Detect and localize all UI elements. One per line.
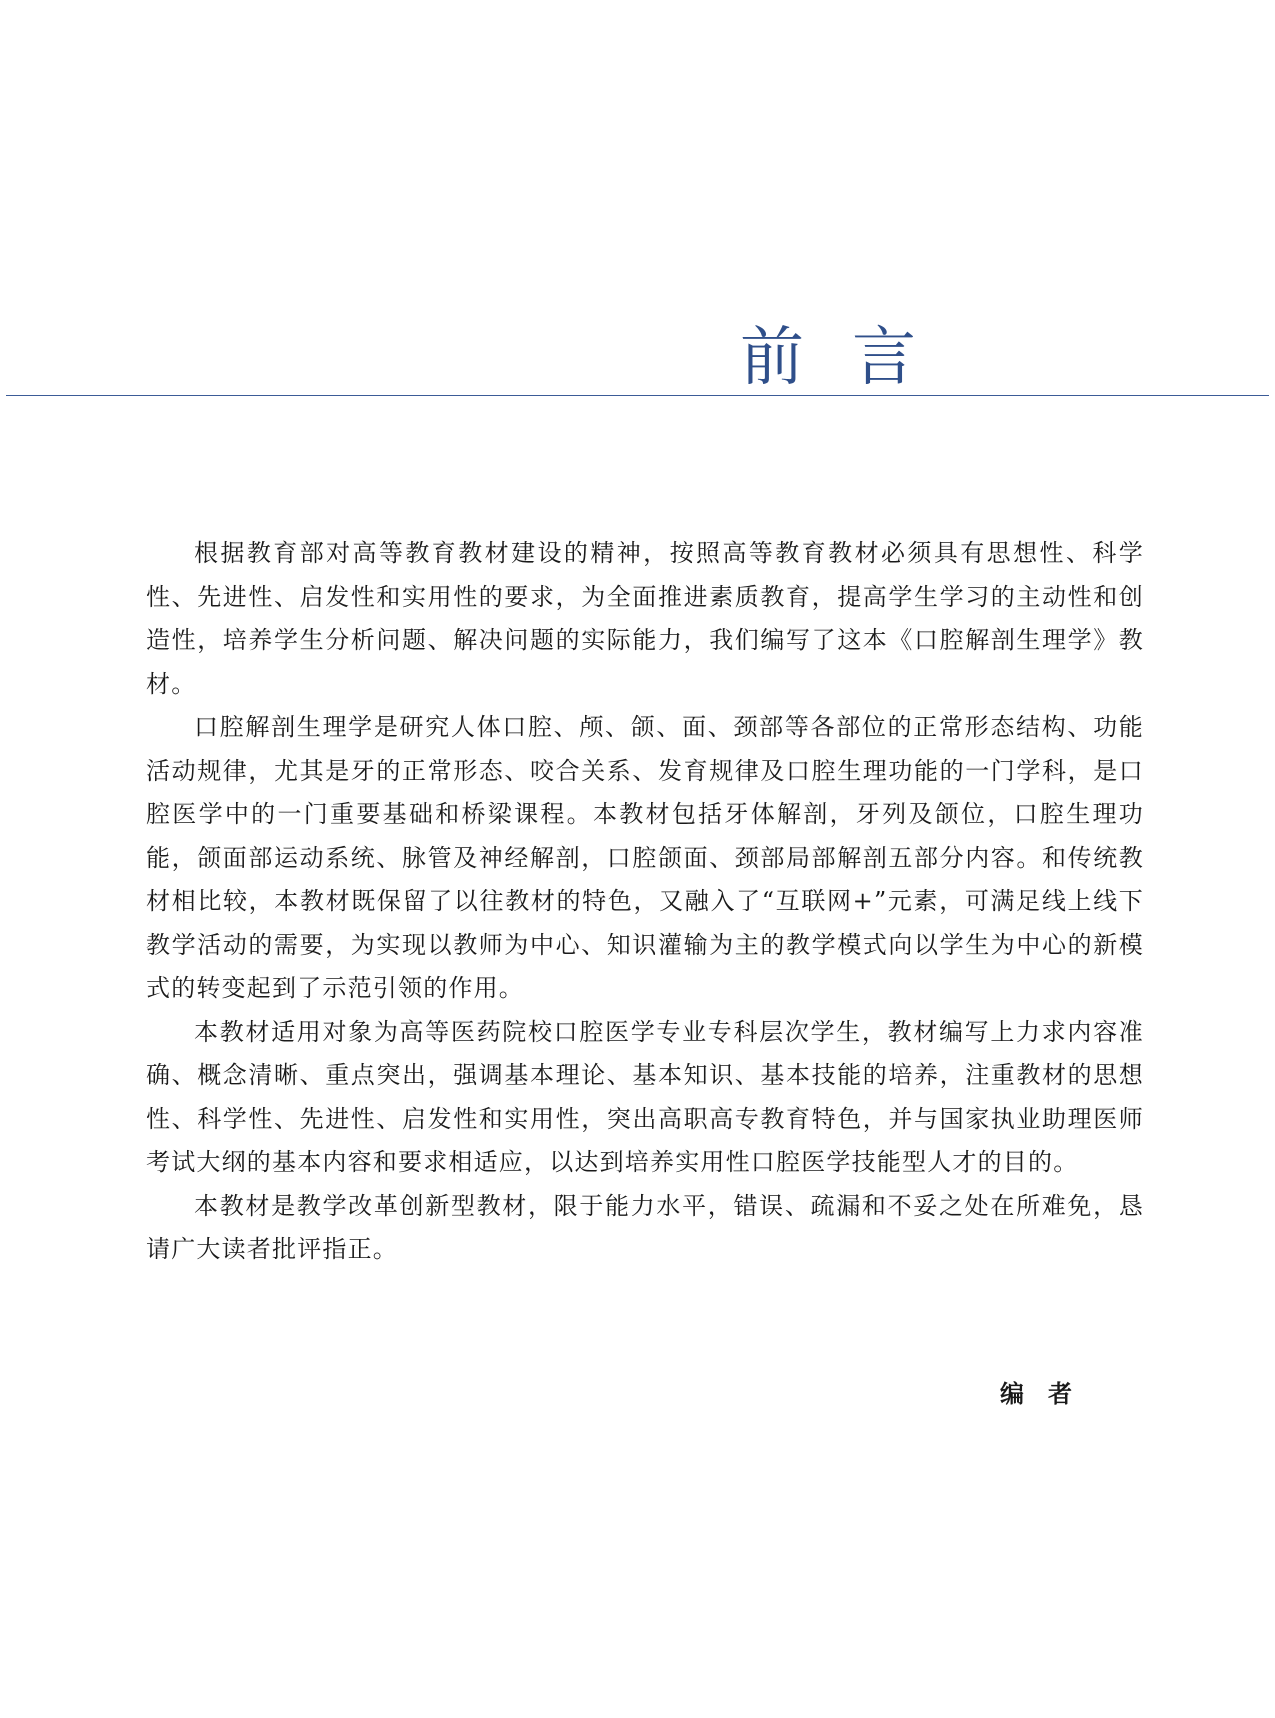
paragraph-2: 口腔解剖生理学是研究人体口腔、颅、颌、面、颈部等各部位的正常形态结构、功能活动规律，尤其是牙的正常形态、咬合关系、发育规律及口腔生理功能的一门学科，是口腔医学中的一门重要基础和桥梁课程。本教材包括牙体解剖，牙列及颌位，口腔生理功能，颌面部运动系统、脉管及神经解剖，口腔颌面、颈部局部解剖五部分内容。和传统教材相比较，本教材既保留了以往教材的特色，又融入了“互联网+”元素，可满足线上线下教学活动的需要，为实现以教师为中心、知识灌输为主的教学模式向以学生为中心的新模式的转变起到了示范引领的作用。 [146,713,1144,1002]
paragraph-4: 本教材是教学改革创新型教材，限于能力水平，错误、疏漏和不妥之处在所难免，恳请广大读者批评指正。 [146,1191,1144,1263]
preface-body [146,532,1144,1272]
paragraph-3: 本教材适用对象为高等医药院校口腔医学专业专科层次学生，教材编写上力求内容准确、概念清晰、重点突出，强调基本理论、基本知识、基本技能的培养，注重教材的思想性、科学性、先进性、启发性和实用性，突出高职高专教育特色，并与国家执业助理医师考试大纲的基本内容和要求相适应，以达到培养实用性口腔医学技能型人才的目的。 [146,1017,1144,1176]
author-signature: 编者 [1000,1380,1096,1408]
paragraph-1: 根据教育部对高等教育教材建设的精神，按照高等教育教材必须具有思想性、科学性、先进性、启发性和实用性的要求，为全面推进素质教育，提高学生学习的主动性和创造性，培养学生分析问题、解决问题的实际能力，我们编写了这本《口腔解剖生理学》教材。 [146,539,1144,698]
title-divider [6,395,1269,396]
page-title: 前言 [740,321,964,395]
